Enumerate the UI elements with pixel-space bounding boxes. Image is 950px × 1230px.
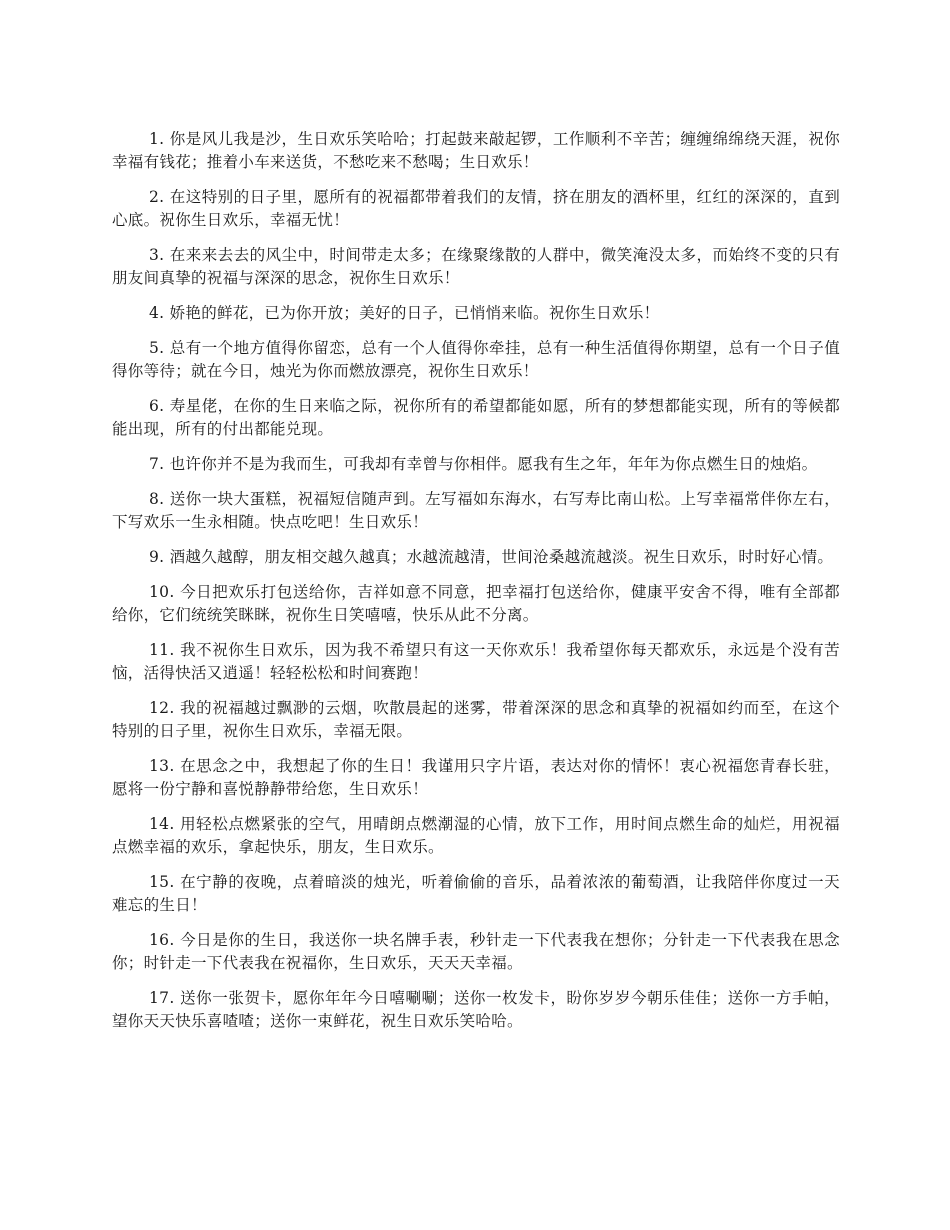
paragraph-10: 10. 今日把欢乐打包送给你，吉祥如意不同意，把幸福打包送给你，健康平安舍不得，唯有全部都给你，它们统统笑眯眯，祝你生日笑嘻嘻，快乐从此不分离。 xyxy=(112,583,840,624)
paragraph-14: 14. 用轻松点燃紧张的空气，用晴朗点燃潮湿的心情，放下工作，用时间点燃生命的灿烂，用祝福点燃幸福的欢乐，拿起快乐，朋友，生日欢乐。 xyxy=(112,815,840,856)
paragraph-4: 4. 娇艳的鲜花，已为你开放；美好的日子，已悄悄来临。祝你生日欢乐！ xyxy=(149,304,660,322)
paragraph-12: 12. 我的祝福越过飘渺的云烟，吹散晨起的迷雾，带着深深的思念和真挚的祝福如约而至，在这个特别的日子里，祝你生日欢乐，幸福无限。 xyxy=(112,699,840,740)
paragraph-6: 6. 寿星佬，在你的生日来临之际，祝你所有的希望都能如愿，所有的梦想都能实现，所有的等候都能出现，所有的付出都能兑现。 xyxy=(112,397,840,438)
paragraph-7: 7. 也许你并不是为我而生，可我却有幸曾与你相伴。愿我有生之年，年年为你点燃生日的烛焰。 xyxy=(149,455,818,473)
paragraph-3: 3. 在来来去去的风尘中，时间带走太多；在缘聚缘散的人群中，微笑淹没太多，而始终不变的只有朋友间真挚的祝福与深深的思念，祝你生日欢乐！ xyxy=(112,246,840,287)
paragraph-2: 2. 在这特别的日子里，愿所有的祝福都带着我们的友情，挤在朋友的酒杯里，红红的深深的，直到心底。祝你生日欢乐，幸福无忧！ xyxy=(112,188,840,229)
paragraph-5: 5. 总有一个地方值得你留恋，总有一个人值得你牵挂，总有一种生活值得你期望，总有一个日子值得你等待；就在今日，烛光为你而燃放漂亮，祝你生日欢乐！ xyxy=(112,339,840,380)
paragraph-1: 1. 你是风儿我是沙，生日欢乐笑哈哈；打起鼓来敲起锣，工作顺利不辛苦；缠缠绵绵绕天涯，祝你幸福有钱花；推着小车来送货，不愁吃来不愁喝；生日欢乐！ xyxy=(112,130,840,171)
paragraph-16: 16. 今日是你的生日，我送你一块名牌手表，秒针走一下代表我在想你；分针走一下代表我在思念你；时针走一下代表我在祝福你，生日欢乐，天天天幸福。 xyxy=(112,931,840,972)
paragraph-11: 11. 我不祝你生日欢乐，因为我不希望只有这一天你欢乐！我希望你每天都欢乐，永远是个没有苦恼，活得快活又逍遥！轻轻松松和时间赛跑！ xyxy=(112,641,840,682)
paragraph-9: 9. 酒越久越醇，朋友相交越久越真；水越流越清，世间沧桑越流越淡。祝生日欢乐，时时好心情。 xyxy=(149,548,834,566)
paragraph-15: 15. 在宁静的夜晚，点着暗淡的烛光，听着偷偷的音乐，品着浓浓的葡萄酒，让我陪伴你度过一天难忘的生日！ xyxy=(112,873,840,914)
paragraph-13: 13. 在思念之中，我想起了你的生日！我谨用只字片语，表达对你的情怀！衷心祝福您青春长驻，愿将一份宁静和喜悦静静带给您，生日欢乐！ xyxy=(112,757,840,798)
paragraph-8: 8. 送你一块大蛋糕，祝福短信随声到。左写福如东海水，右写寿比南山松。上写幸福常伴你左右，下写欢乐一生永相随。快点吃吧！生日欢乐！ xyxy=(112,490,840,531)
paragraph-17: 17. 送你一张贺卡，愿你年年今日嘻唰唰；送你一枚发卡，盼你岁岁今朝乐佳佳；送你一方手帕，望你天天快乐喜喳喳；送你一束鲜花，祝生日欢乐笑哈哈。 xyxy=(112,989,840,1030)
document-body xyxy=(112,128,840,1045)
